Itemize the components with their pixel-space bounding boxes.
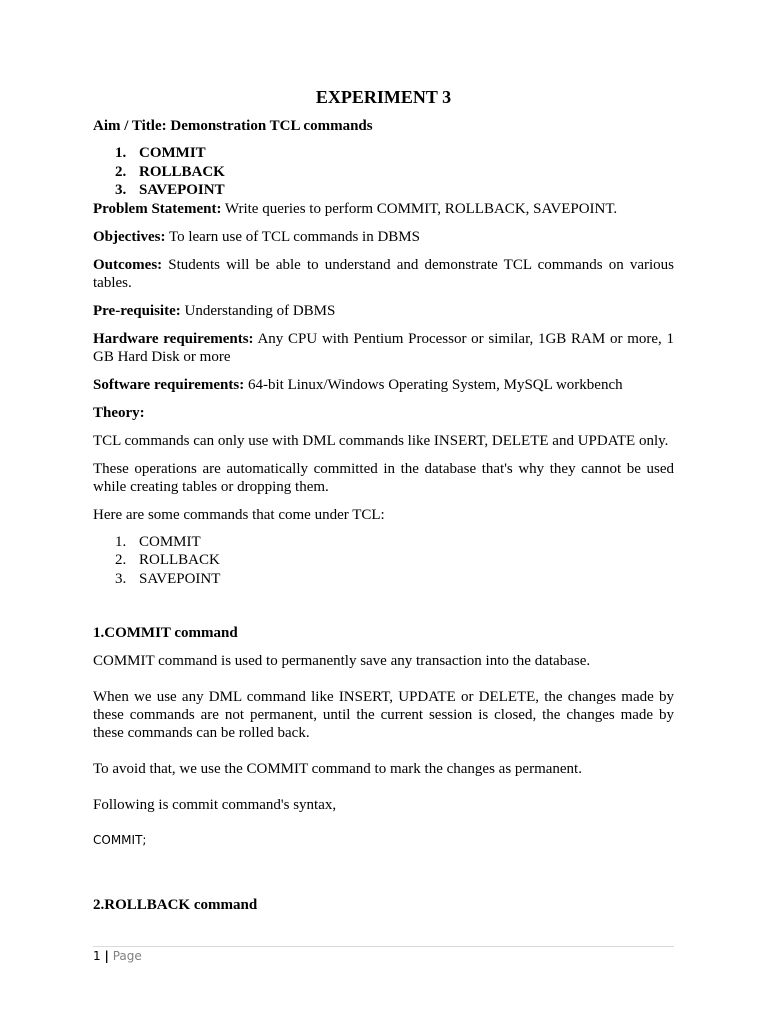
theory-paragraph: Here are some commands that come under TCL: (93, 506, 385, 523)
software-requirements: Software requirements: 64-bit Linux/Windows Operating System, MySQL workbench (93, 376, 623, 393)
page-footer (93, 946, 674, 964)
theory-paragraph: TCL commands can only use with DML commands like INSERT, DELETE and UPDATE only. (93, 432, 669, 449)
page-number: 1 (93, 949, 101, 963)
outcomes: Outcomes: Students will be able to understand and demonstrate TCL commands on various tables. (93, 256, 674, 291)
theory-heading: Theory: (93, 404, 145, 421)
list-item: 1. COMMIT (115, 533, 201, 550)
list-item: 2. ROLLBACK (115, 552, 220, 568)
rollback-heading: 2.ROLLBACK command (93, 897, 258, 913)
theory-paragraph: These operations are automatically committed in the database that's why they cannot be used while creating tables or dropping them. (93, 460, 674, 495)
commit-paragraph: Following is commit command's syntax, (93, 797, 337, 813)
list-item: 1. COMMIT (115, 145, 206, 161)
list-item: 2. ROLLBACK (115, 163, 225, 180)
commit-syntax-code: COMMIT; (93, 833, 147, 847)
commit-paragraph: COMMIT command is used to permanently save any transaction into the database. (93, 653, 591, 669)
problem-statement: Problem Statement: Write queries to perform COMMIT, ROLLBACK, SAVEPOINT. (93, 200, 618, 217)
tcl-commands-list (93, 533, 674, 589)
list-item: 3. SAVEPOINT (115, 182, 225, 198)
footer-separator: | (104, 949, 109, 963)
list-item: 3. SAVEPOINT (115, 570, 221, 587)
document-body (93, 87, 674, 914)
objectives: Objectives: To learn use of TCL commands in DBMS (93, 228, 420, 245)
aim-list (93, 144, 674, 200)
commit-heading: 1.COMMIT command (93, 625, 238, 641)
page-title: EXPERIMENT 3 (315, 87, 452, 107)
commit-paragraph: To avoid that, we use the COMMIT command to mark the changes as permanent. (93, 761, 582, 777)
aim-title: Aim / Title: Demonstration TCL commands (93, 118, 373, 134)
prerequisite: Pre-requisite: Understanding of DBMS (93, 302, 336, 319)
commit-paragraph: When we use any DML command like INSERT, UPDATE or DELETE, the changes made by these commands are not permanent, until the current session is closed, the changes made by these commands can be rolled back. (93, 689, 674, 741)
hardware-requirements: Hardware requirements: Any CPU with Pentium Processor or similar, 1GB RAM or more, 1 GB Hard Disk or more (93, 330, 675, 365)
page-label: Page (112, 949, 142, 963)
